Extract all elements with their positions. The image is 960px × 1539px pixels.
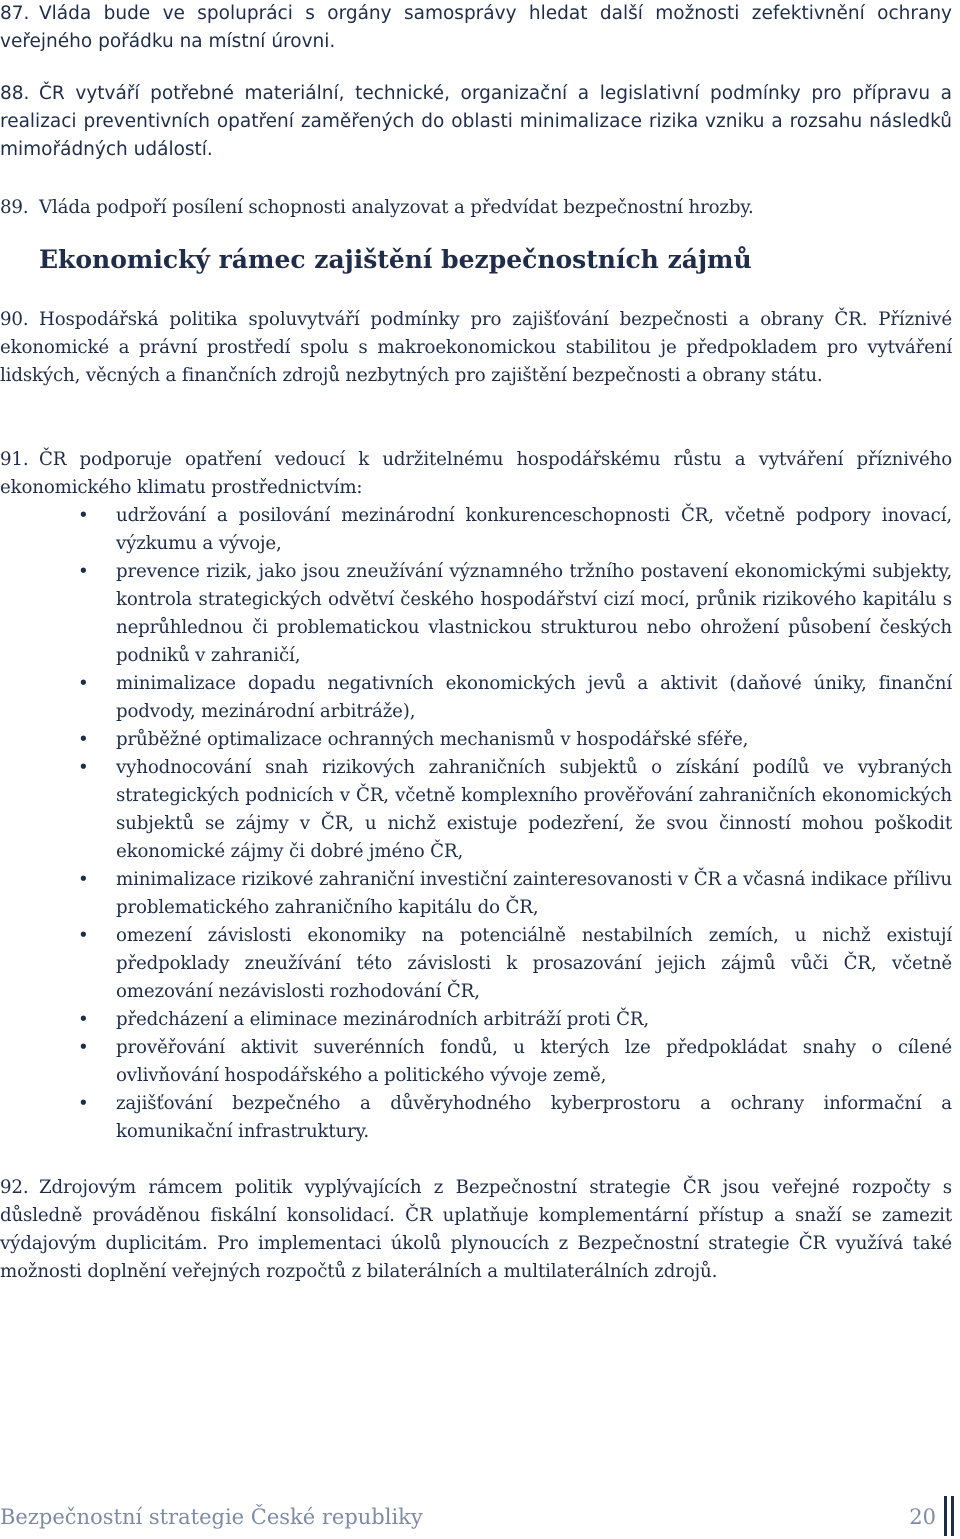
measures-list	[0, 502, 952, 1146]
footer-divider	[944, 1496, 947, 1536]
list-item	[0, 670, 952, 726]
list-item	[0, 726, 952, 754]
list-item-text: minimalizace dopadu negativních ekonomických jevů a aktivit (daňové úniky, finanční podvody, mezinárodní arbitráže),	[116, 673, 952, 722]
bullet-icon: •	[78, 1093, 89, 1114]
bullet-icon: •	[78, 561, 89, 582]
paragraph-text: ČR podporuje opatření vedoucí k udržitelnému hospodářskému růstu a vytváření příznivého ekonomického klimatu prostřednictvím:	[0, 449, 952, 498]
list-item	[0, 754, 952, 866]
list-item-text: průběžné optimalizace ochranných mechanismů v hospodářské sféře,	[116, 729, 749, 750]
bullet-icon: •	[78, 869, 89, 890]
paragraph-89	[0, 194, 952, 222]
paragraph-90	[0, 306, 952, 390]
list-item-text: udržování a posilování mezinárodní konkurenceschopnosti ČR, včetně podpory inovací, výzkumu a vývoje,	[116, 505, 952, 554]
paragraph-number: 90.	[0, 309, 29, 330]
paragraph-text: ČR vytváří potřebné materiální, technické, organizační a legislativní podmínky pro přípravu a realizaci preventivních opatření zaměřených do oblasti minimalizace rizika vzniku a rozsahu následků mimořádných událostí.	[0, 83, 952, 160]
list-item	[0, 558, 952, 670]
paragraph-88	[0, 80, 952, 164]
paragraph-number: 91.	[0, 449, 29, 470]
page-number: 20	[909, 1505, 936, 1529]
bullet-icon: •	[78, 757, 89, 778]
paragraph-text: Vláda bude ve spolupráci s orgány samosprávy hledat další možnosti zefektivnění ochrany veřejného pořádku na místní úrovni.	[0, 3, 952, 52]
paragraph-91	[0, 446, 952, 502]
list-item	[0, 922, 952, 1006]
list-item-text: zajišťování bezpečného a důvěryhodného kyberprostoru a ochrany informační a komunikační infrastruktury.	[116, 1093, 952, 1142]
bullet-icon: •	[78, 505, 89, 526]
paragraph-text: Vláda podpoří posílení schopnosti analyzovat a předvídat bezpečnostní hrozby.	[39, 197, 754, 218]
paragraph-92	[0, 1174, 952, 1286]
bullet-icon: •	[78, 1009, 89, 1030]
list-item	[0, 1090, 952, 1146]
list-item-text: prověřování aktivit suverénních fondů, u kterých lze předpokládat snahy o cílené ovlivňování hospodářského a politického vývoje země,	[116, 1037, 952, 1086]
list-item	[0, 1006, 952, 1034]
paragraph-text: Hospodářská politika spoluvytváří podmínky pro zajišťování bezpečnosti a obrany ČR. Příznivé ekonomické a právní prostředí spolu s makroekonomickou stabilitou je předpokladem pro vytváření lidských, věcných a finančních zdrojů nezbytných pro zajištění bezpečnosti a obrany státu.	[0, 309, 952, 386]
paragraph-number: 88.	[0, 83, 30, 104]
bullet-icon: •	[78, 729, 89, 750]
list-item	[0, 1034, 952, 1090]
bullet-icon: •	[78, 673, 89, 694]
list-item	[0, 866, 952, 922]
paragraph-number: 87.	[0, 3, 30, 24]
footer-document-title: Bezpečnostní strategie České republiky	[0, 1505, 423, 1529]
paragraph-text: Zdrojovým rámcem politik vyplývajících z Bezpečnostní strategie ČR jsou veřejné rozpočty s důsledně prováděnou fiskální konsolidací. ČR uplatňuje komplementární přístup a snaží se zamezit výdajovým duplicitám. Pro implementaci úkolů plynoucích z Bezpečnostní strategie ČR využívá také možnosti doplnění veřejných rozpočtů z bilaterálních a multilaterálních zdrojů.	[0, 1177, 952, 1282]
paragraph-number: 92.	[0, 1177, 29, 1198]
bullet-icon: •	[78, 925, 89, 946]
footer-divider	[951, 1496, 954, 1536]
section-heading: Ekonomický rámec zajištění bezpečnostních zájmů	[39, 245, 752, 274]
paragraph-number: 89.	[0, 197, 29, 218]
list-item-text: prevence rizik, jako jsou zneužívání významného tržního postavení ekonomickými subjekty, kontrola strategických odvětví českého hospodářství cizí mocí, průnik rizikového kapitálu s neprůhlednou či problematickou vlastnickou strukturou nebo ohrožení působení českých podniků v zahraničí,	[116, 561, 952, 666]
list-item-text: předcházení a eliminace mezinárodních arbitráží proti ČR,	[116, 1009, 650, 1030]
list-item-text: vyhodnocování snah rizikových zahraničních subjektů o získání podílů ve vybraných strategických podnicích v ČR, včetně komplexního prověřování zahraničních ekonomických subjektů se zájmy v ČR, u nichž existuje podezření, že svou činností mohou poškodit ekonomické zájmy či dobré jméno ČR,	[116, 757, 952, 862]
list-item	[0, 502, 952, 558]
paragraph-87	[0, 0, 952, 56]
list-item-text: minimalizace rizikové zahraniční investiční zainteresovanosti v ČR a včasná indikace přílivu problematického zahraničního kapitálu do ČR,	[116, 869, 952, 918]
list-item-text: omezení závislosti ekonomiky na potenciálně nestabilních zemích, u nichž existují předpoklady zneužívání této závislosti k prosazování jejich zájmů vůči ČR, včetně omezování nezávislosti rozhodování ČR,	[116, 925, 952, 1002]
bullet-icon: •	[78, 1037, 89, 1058]
